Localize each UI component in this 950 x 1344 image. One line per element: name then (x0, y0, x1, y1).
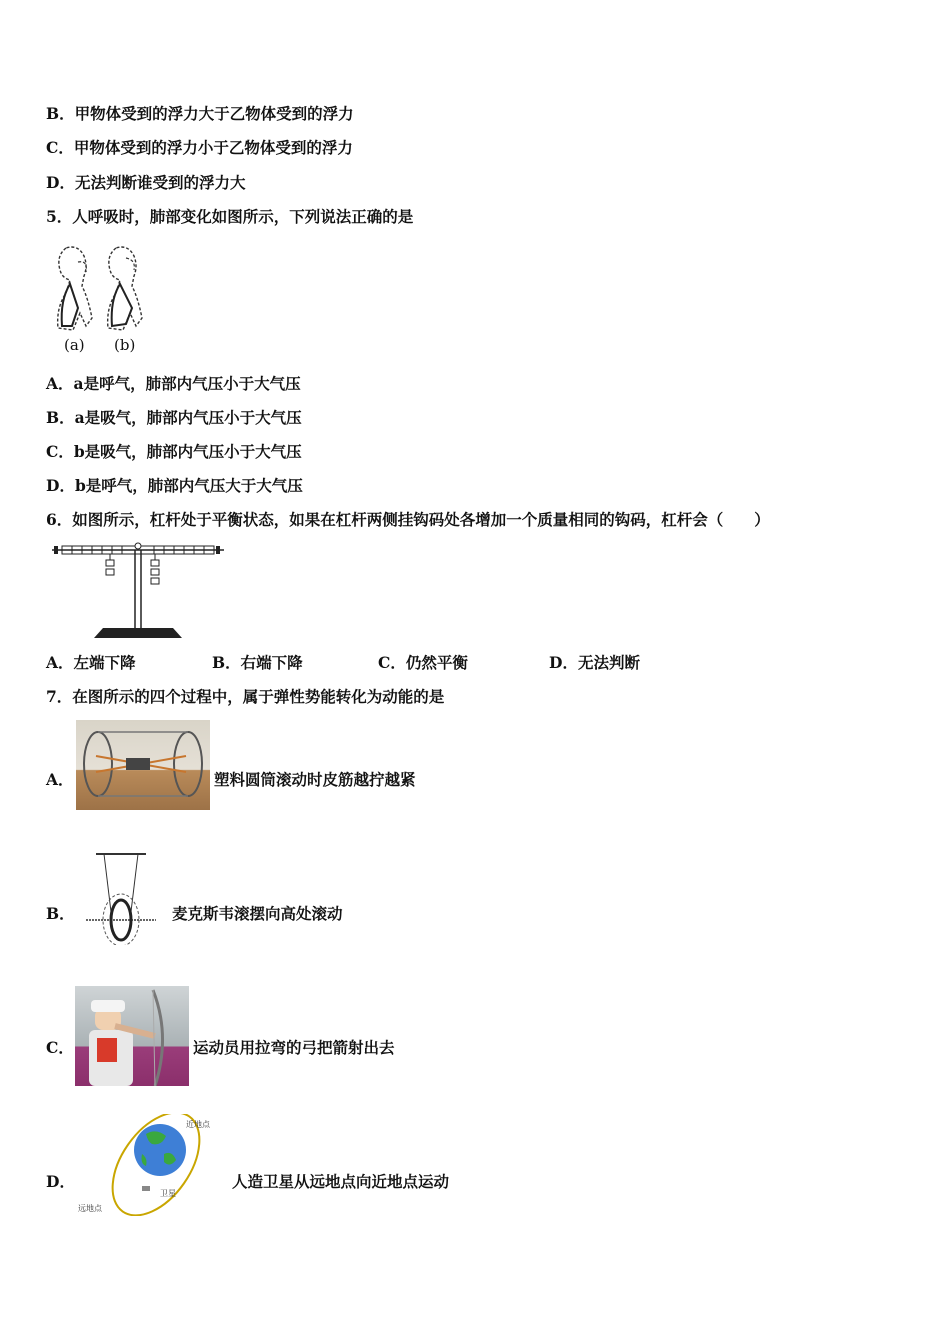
q5-option-b: B．a是吸气，肺部内气压小于大气压 (46, 408, 302, 427)
lever-figure (48, 540, 228, 640)
far-point-label: 远地点 (78, 1204, 102, 1213)
q7-option-d-text: 人造卫星从远地点向近地点运动 (232, 1172, 450, 1191)
q6-option-c: C．仍然平衡 (378, 653, 468, 672)
q6-option-a: A．左端下降 (46, 653, 136, 672)
q7-option-b-text: 麦克斯韦滚摆向高处滚动 (172, 904, 343, 923)
fig-label-a: (a) (64, 336, 85, 354)
fig-label-b: (b) (114, 336, 136, 354)
q6-stem: 6．如图所示，杠杆处于平衡状态，如果在杠杆两侧挂钩码处各增加一个质量相同的钩码，杠杆会（ ） (46, 510, 770, 529)
q7-option-c-letter: C． (46, 1038, 74, 1057)
q5-stem: 5．人呼吸时，肺部变化如图所示，下列说法正确的是 (46, 207, 414, 226)
satellite-label: 卫星 (160, 1189, 176, 1198)
q7-option-c-text: 运动员用拉弯的弓把箭射出去 (193, 1038, 395, 1057)
q5-option-a: A．a是呼气，肺部内气压小于大气压 (46, 374, 301, 393)
q7-option-b-letter: B． (46, 904, 75, 923)
q7-option-d-letter: D． (46, 1172, 75, 1191)
q7-stem: 7．在图所示的四个过程中，属于弹性势能转化为动能的是 (46, 687, 445, 706)
q7-option-a-text: 塑料圆筒滚动时皮筋越拧越紧 (214, 770, 416, 789)
rolling-can-photo (76, 720, 210, 810)
q4-option-c: C．甲物体受到的浮力小于乙物体受到的浮力 (46, 138, 353, 157)
q7-option-a-letter: A． (46, 770, 74, 789)
q5-option-d: D．b是呼气，肺部内气压大于大气压 (46, 476, 303, 495)
q4-option-d: D．无法判断谁受到的浮力大 (46, 173, 246, 192)
q6-option-d: D．无法判断 (549, 653, 640, 672)
q6-option-b: B．右端下降 (212, 653, 303, 672)
q4-option-b: B．甲物体受到的浮力大于乙物体受到的浮力 (46, 104, 354, 123)
q5-option-c: C．b是吸气，肺部内气压小于大气压 (46, 442, 302, 461)
maxwell-pendulum-figure (76, 850, 166, 945)
archer-photo (75, 986, 189, 1086)
near-point-label: 近地点 (186, 1120, 210, 1129)
